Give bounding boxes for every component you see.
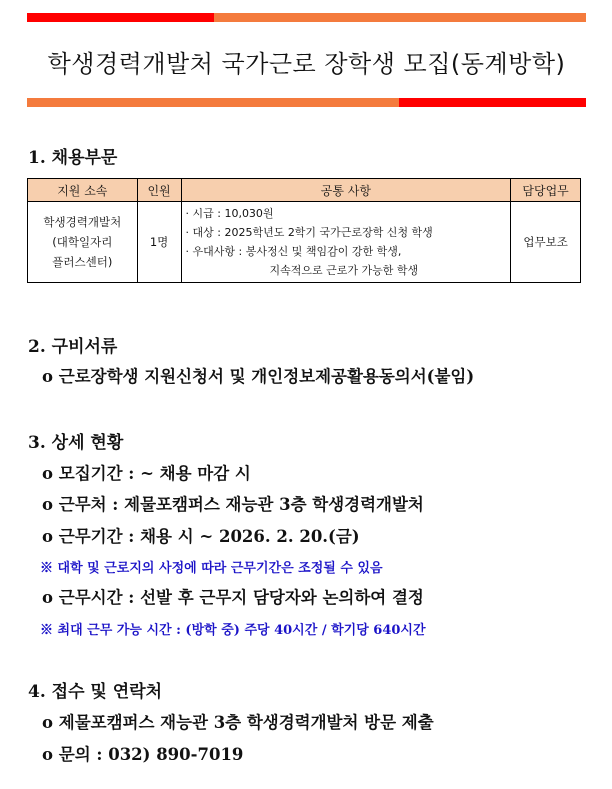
duty-preference: · 우대사항 : 봉사정신 및 책임감이 강한 학생, — [185, 245, 402, 258]
header-common-items: 공통 사항 — [181, 179, 511, 202]
section-heading-contact: 4. 접수 및 연락처 — [28, 682, 163, 702]
detail-work-hours: o 근무시간 : 선발 후 근무지 담당자와 논의하여 결정 — [42, 588, 424, 607]
cell-headcount: 1명 — [137, 202, 181, 283]
contact-inquiry: o 문의 : 032) 890-7019 — [42, 745, 244, 764]
cell-task: 업무보조 — [511, 202, 581, 283]
org-line: 학생경력개발처 — [43, 215, 122, 229]
page-title: 학생경력개발처 국가근로 장학생 모집(동계방학) — [47, 50, 566, 78]
note-max-hours: ※ 최대 근무 가능 시간 : (방학 중) 주당 40시간 / 학기당 640시간 — [40, 623, 426, 638]
section-heading-recruitment: 1. 채용부문 — [28, 148, 118, 168]
cell-common-items — [181, 202, 511, 283]
detail-workplace: o 근무처 : 제물포캠퍼스 재능관 3층 학생경력개발처 — [42, 495, 424, 514]
org-line: (대학일자리 — [52, 235, 113, 249]
table-header-row — [28, 179, 581, 202]
cell-organization — [28, 202, 138, 283]
top-decorative-bar — [27, 13, 586, 22]
contact-submission: o 제물포캠퍼스 재능관 3층 학생경력개발처 방문 제출 — [42, 713, 434, 732]
table-row — [28, 202, 581, 283]
top-bar-orange-segment — [214, 13, 586, 22]
header-organization: 지원 소속 — [28, 179, 138, 202]
recruitment-table — [27, 178, 581, 283]
detail-recruit-period: o 모집기간 : ~ 채용 마감 시 — [42, 464, 251, 483]
note-period-adjustment: ※ 대학 및 근로지의 사정에 따라 근무기간은 조정될 수 있음 — [40, 561, 383, 576]
section-heading-documents: 2. 구비서류 — [28, 337, 118, 357]
duty-wage: · 시급 : 10,030원 — [185, 207, 274, 220]
duty-preference-cont: 지속적으로 근로가 가능한 학생 — [269, 264, 419, 277]
header-task: 담당업무 — [511, 179, 581, 202]
detail-work-period: o 근무기간 : 채용 시 ~ 2026. 2. 20.(금) — [42, 527, 360, 546]
section-heading-details: 3. 상세 현황 — [28, 433, 124, 453]
bottom-bar-red-segment — [399, 98, 586, 107]
header-headcount: 인원 — [137, 179, 181, 202]
bottom-decorative-bar — [27, 98, 586, 107]
top-bar-red-segment — [27, 13, 214, 22]
documents-item: o 근로장학생 지원신청서 및 개인정보제공활용동의서(붙임) — [42, 367, 475, 386]
org-line: 플러스센터) — [52, 255, 113, 269]
duty-eligibility: · 대상 : 2025학년도 2학기 국가근로장학 신청 학생 — [185, 226, 433, 239]
bottom-bar-orange-segment — [27, 98, 399, 107]
